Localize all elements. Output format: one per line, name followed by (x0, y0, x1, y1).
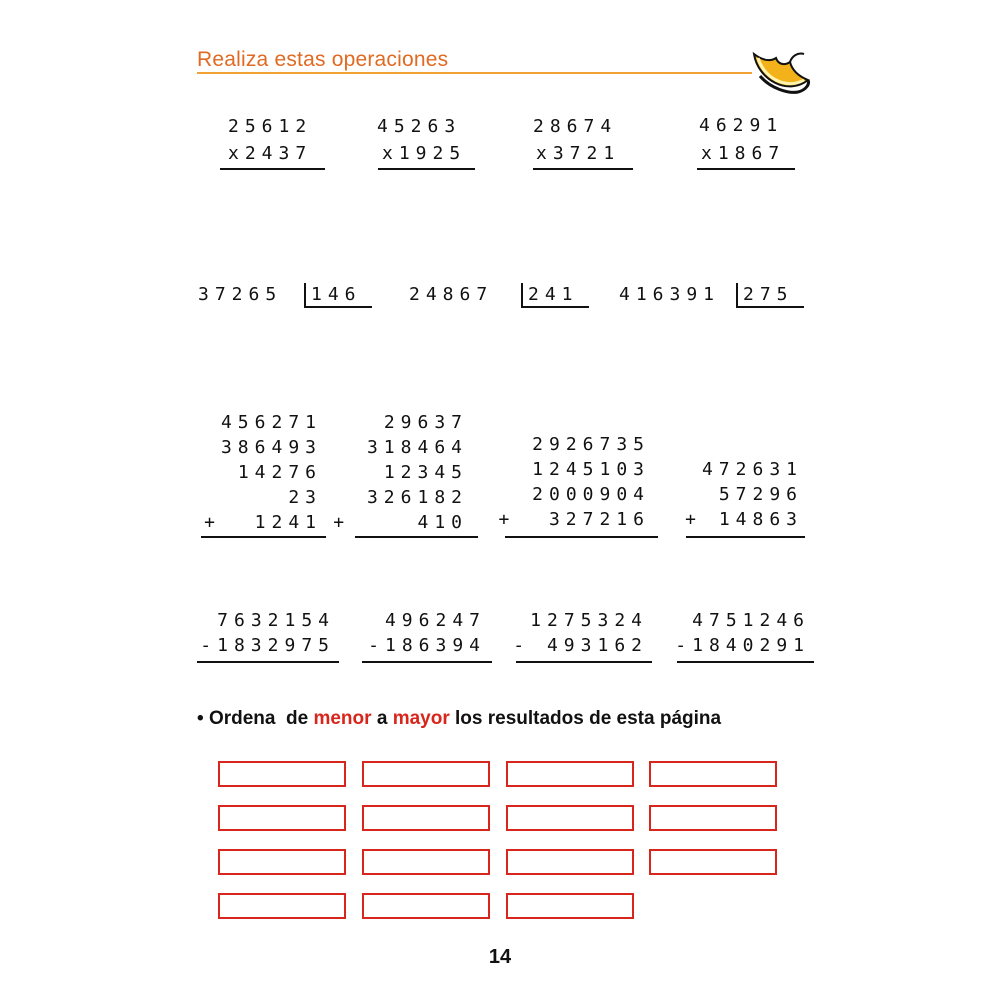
addend: 318464 (366, 437, 468, 458)
answer-box[interactable] (506, 761, 634, 787)
addend: 1245103 (532, 459, 650, 480)
subtrahend: -1840291 (675, 635, 810, 656)
instruction-keyword-menor: menor (313, 708, 372, 729)
answer-box[interactable] (218, 805, 346, 831)
instruction-text: Ordena de (208, 708, 309, 729)
answer-box[interactable] (218, 849, 346, 875)
minuend: 1275324 (530, 610, 648, 631)
bullet: • (197, 708, 204, 729)
answer-box[interactable] (649, 849, 777, 875)
addend: 14276 (237, 462, 322, 483)
multiplier: x3721 (536, 143, 621, 164)
operation-line (355, 536, 478, 538)
addend-last: + 410 (333, 512, 468, 533)
answer-box[interactable] (362, 893, 490, 919)
answer-box[interactable] (506, 805, 634, 831)
operation-line (516, 661, 652, 663)
operation-line (533, 168, 633, 170)
operation-line (362, 661, 492, 663)
addend: 456271 (220, 412, 322, 433)
divisor: 241 (528, 284, 579, 305)
page-number: 14 (488, 946, 512, 968)
addend: 23 (288, 487, 322, 508)
multiplier: x1867 (701, 143, 786, 164)
multiplier: x1925 (382, 143, 467, 164)
subtrahend: -186394 (368, 635, 486, 656)
answer-box[interactable] (218, 761, 346, 787)
divisor: 146 (311, 284, 362, 305)
operation-line (686, 536, 805, 538)
divisor: 275 (743, 284, 794, 305)
instruction-text: a (376, 708, 388, 729)
subtrahend: -1832975 (200, 635, 335, 656)
addend: 29637 (383, 412, 468, 433)
answer-box[interactable] (362, 805, 490, 831)
operation-line (378, 168, 475, 170)
answer-box[interactable] (649, 761, 777, 787)
operation-line (197, 661, 339, 663)
minuend: 7632154 (217, 610, 335, 631)
title-underline (197, 72, 752, 74)
instruction-text: los resultados de esta página (455, 708, 722, 729)
addend: 12345 (383, 462, 468, 483)
answer-box[interactable] (649, 805, 777, 831)
subtrahend: - 493162 (513, 635, 648, 656)
addend: 386493 (220, 437, 322, 458)
minuend: 496247 (384, 610, 486, 631)
operation-line (697, 168, 795, 170)
operation-line (677, 661, 814, 663)
multiplicand: 28674 (533, 116, 618, 137)
dividend: 37265 (198, 284, 283, 305)
answer-box[interactable] (506, 849, 634, 875)
answer-box[interactable] (218, 893, 346, 919)
addend: 2926735 (532, 434, 650, 455)
multiplier: x2437 (228, 143, 313, 164)
addend-last: + 1241 (204, 512, 322, 533)
instruction (197, 708, 721, 730)
answer-box[interactable] (506, 893, 634, 919)
addend: 57296 (718, 484, 803, 505)
addend: 326182 (366, 487, 468, 508)
minuend: 4751246 (692, 610, 810, 631)
multiplicand: 46291 (699, 115, 784, 136)
addend: 2000904 (532, 484, 650, 505)
multiplicand: 45263 (377, 116, 462, 137)
operation-line (201, 536, 326, 538)
operation-line (505, 536, 658, 538)
dividend: 416391 (619, 284, 721, 305)
melon-slice-icon (748, 40, 812, 96)
multiplicand: 25612 (228, 116, 313, 137)
dividend: 24867 (409, 284, 494, 305)
answer-box[interactable] (362, 849, 490, 875)
addend-last: + 14863 (685, 509, 803, 530)
instruction-keyword-mayor: mayor (392, 708, 450, 729)
addend-last: + 327216 (498, 509, 650, 530)
answer-box[interactable] (362, 761, 490, 787)
page-title: Realiza estas operaciones (197, 48, 449, 71)
operation-line (220, 168, 325, 170)
addend: 472631 (701, 459, 803, 480)
